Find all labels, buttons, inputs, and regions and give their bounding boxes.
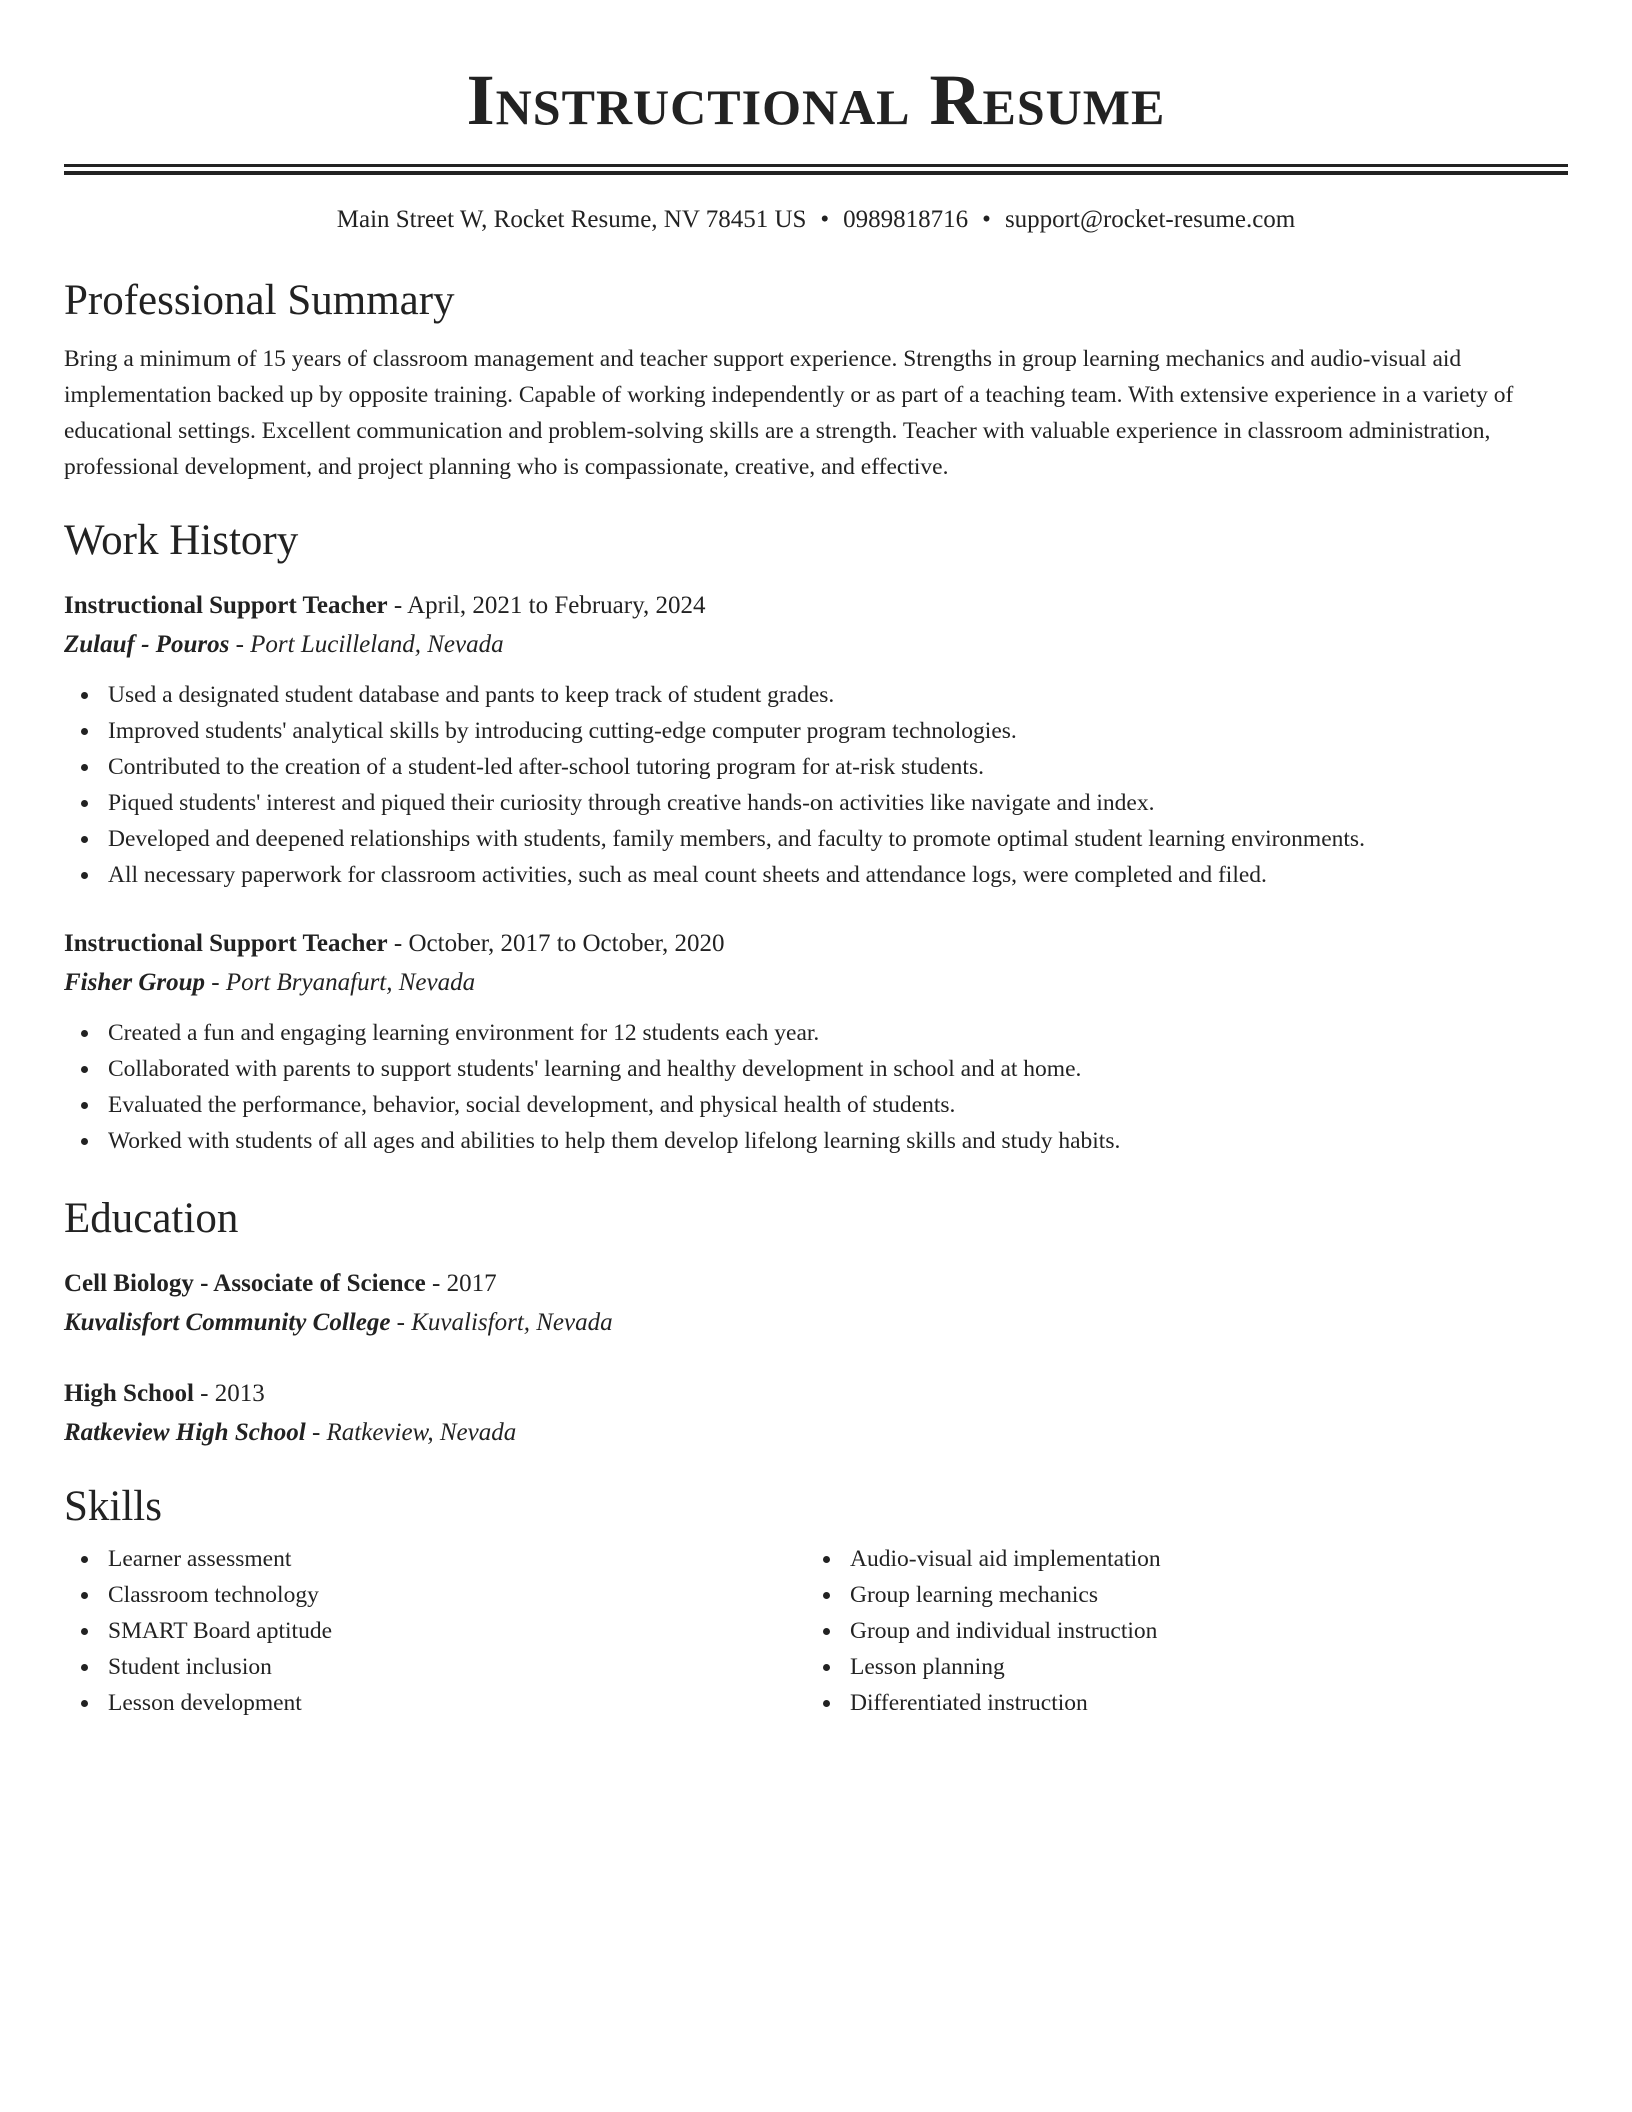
job-title-line bbox=[64, 925, 1568, 963]
job-dates: - October, 2017 to October, 2020 bbox=[387, 930, 725, 957]
education-school: Kuvalisfort Community College bbox=[64, 1309, 391, 1336]
skill-item: SMART Board aptitude bbox=[108, 1613, 806, 1649]
list-item: Used a designated student database and pants to keep track of student grades. bbox=[108, 677, 1568, 713]
education-degree: High School bbox=[64, 1380, 194, 1407]
contact-line bbox=[64, 203, 1568, 237]
job-dates: - April, 2021 to February, 2024 bbox=[387, 592, 706, 619]
education-location: - Ratkeview, Nevada bbox=[305, 1419, 517, 1446]
job-location: - Port Bryanafurt, Nevada bbox=[205, 969, 476, 996]
skills-grid bbox=[64, 1541, 1568, 1721]
education-degree-line bbox=[64, 1265, 1568, 1303]
contact-phone: 0989818716 bbox=[843, 206, 969, 233]
education-degree: Cell Biology - Associate of Science bbox=[64, 1270, 426, 1297]
skill-item: Audio-visual aid implementation bbox=[850, 1541, 1548, 1577]
list-item: Evaluated the performance, behavior, social development, and physical health of students. bbox=[108, 1087, 1568, 1123]
job-role: Instructional Support Teacher bbox=[64, 592, 388, 619]
skills-column-left bbox=[64, 1541, 806, 1721]
list-item: Created a fun and engaging learning environment for 12 students each year. bbox=[108, 1015, 1568, 1051]
list-item: Developed and deepened relationships with students, family members, and faculty to promote optimal student learning environments. bbox=[108, 821, 1568, 857]
list-item: Collaborated with parents to support students' learning and healthy development in school and at home. bbox=[108, 1051, 1568, 1087]
work-history-section bbox=[64, 515, 1568, 1159]
list-item: All necessary paperwork for classroom activities, such as meal count sheets and attendance logs, were completed and filed. bbox=[108, 857, 1568, 893]
skill-item: Lesson planning bbox=[850, 1649, 1548, 1685]
summary-section bbox=[64, 275, 1568, 485]
education-school: Ratkeview High School bbox=[64, 1419, 306, 1446]
job-company-line bbox=[64, 625, 1568, 665]
resume-name: Instructional Resume bbox=[466, 60, 1166, 140]
job-company: Zulauf - Pouros bbox=[64, 631, 230, 658]
education-year: - 2013 bbox=[193, 1380, 265, 1407]
job-bullets bbox=[64, 1015, 1568, 1159]
contact-separator: • bbox=[820, 206, 830, 233]
skill-item: Classroom technology bbox=[108, 1577, 806, 1613]
education-entry bbox=[64, 1265, 1568, 1343]
skills-column-right bbox=[806, 1541, 1548, 1721]
contact-separator: • bbox=[982, 206, 991, 233]
job-role: Instructional Support Teacher bbox=[64, 930, 388, 957]
job-company-line bbox=[64, 963, 1568, 1003]
education-school-line bbox=[64, 1303, 1568, 1343]
job-location: - Port Lucilleland, Nevada bbox=[229, 631, 504, 658]
section-title-education: Education bbox=[64, 1195, 239, 1242]
skill-item: Group and individual instruction bbox=[850, 1613, 1548, 1649]
list-item: Piqued students' interest and piqued their curiosity through creative hands-on activities like navigate and index. bbox=[108, 785, 1568, 821]
list-item: Improved students' analytical skills by introducing cutting-edge computer program technologies. bbox=[108, 713, 1568, 749]
skill-item: Student inclusion bbox=[108, 1649, 806, 1685]
list-item: Worked with students of all ages and abilities to help them develop lifelong learning skills and study habits. bbox=[108, 1123, 1568, 1159]
job-bullets bbox=[64, 677, 1568, 893]
education-location: - Kuvalisfort, Nevada bbox=[390, 1309, 613, 1336]
contact-email: support@rocket-resume.com bbox=[1004, 206, 1296, 233]
education-entry bbox=[64, 1375, 1568, 1453]
skill-item: Group learning mechanics bbox=[850, 1577, 1548, 1613]
job-entry bbox=[64, 925, 1568, 1159]
job-entry bbox=[64, 587, 1568, 893]
skill-item: Lesson development bbox=[108, 1685, 806, 1721]
skill-item: Learner assessment bbox=[108, 1541, 806, 1577]
education-year: - 2017 bbox=[425, 1270, 497, 1297]
summary-text: Bring a minimum of 15 years of classroom management and teacher support experience. Strengths in group learning mechanics and audio-visual aid implementation backed up by opposite training. Capable of working independently or as part of a teaching team. With extensive experience in a variety of educational settings. Excellent communication and problem-solving skills are a strength. Teacher with valuable experience in classroom administration, professional development, and project planning who is compassionate, creative, and effective. bbox=[64, 346, 1514, 480]
section-title-summary: Professional Summary bbox=[64, 277, 455, 324]
list-item: Contributed to the creation of a student-led after-school tutoring program for at-risk students. bbox=[108, 749, 1568, 785]
contact-address: Main Street W, Rocket Resume, NV 78451 US bbox=[336, 206, 807, 233]
job-company: Fisher Group bbox=[64, 969, 206, 996]
section-title-work-history: Work History bbox=[64, 517, 299, 564]
education-degree-line bbox=[64, 1375, 1568, 1413]
job-title-line bbox=[64, 587, 1568, 625]
education-section bbox=[64, 1193, 1568, 1453]
section-title-skills: Skills bbox=[64, 1483, 162, 1530]
education-school-line bbox=[64, 1413, 1568, 1453]
skill-item: Differentiated instruction bbox=[850, 1685, 1548, 1721]
header-double-rule bbox=[64, 164, 1568, 175]
skills-section bbox=[64, 1481, 1568, 1721]
